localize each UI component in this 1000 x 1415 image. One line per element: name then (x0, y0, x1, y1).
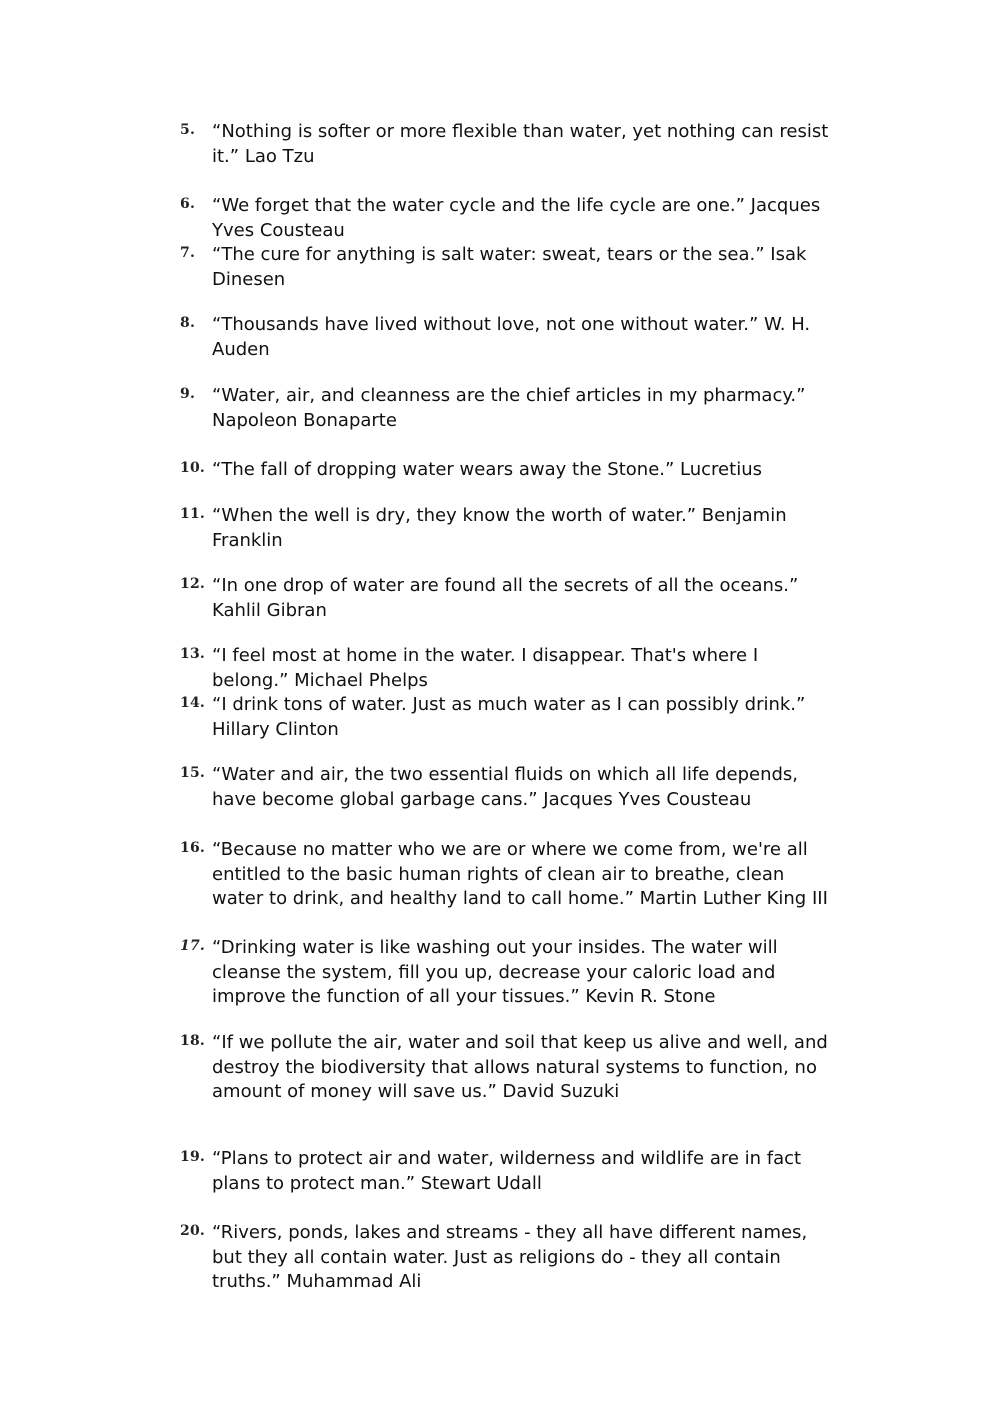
quote-number: 11. (180, 506, 205, 522)
quote-text: “We forget that the water cycle and the life cycle are one.” Jacques Yves Cousteau (212, 195, 821, 241)
quote-text: “Thousands have lived without love, not one without water.” W. H. Auden (212, 314, 811, 360)
quote-text: “When the well is dry, they know the worth of water.” Benjamin Franklin (212, 505, 787, 551)
quote-text: “Plans to protect air and water, wilderness and wildlife are in fact plans to protect man.” Stewart Udall (212, 1148, 802, 1194)
quote-number: 12. (180, 576, 205, 592)
quote-text: “Water and air, the two essential fluids on which all life depends, have become global garbage cans.” Jacques Yves Cousteau (212, 764, 799, 810)
quote-number: 10. (180, 460, 205, 476)
quote-number: 5. (180, 122, 196, 138)
quote-text: “In one drop of water are found all the secrets of all the oceans.” Kahlil Gibran (212, 575, 799, 621)
quote-text: “Nothing is softer or more flexible than water, yet nothing can resist it.” Lao Tzu (212, 121, 829, 167)
quote-number: 6. (180, 196, 196, 212)
quote-number: 19. (180, 1149, 205, 1165)
quote-text: “Rivers, ponds, lakes and streams - they all have different names, but they all contain water. Just as religions do - they all contain truths.” Muhammad Ali (212, 1222, 808, 1293)
quote-number: 14. (180, 695, 205, 711)
quote-text: “If we pollute the air, water and soil that keep us alive and well, and destroy the biodiversity that allows natural systems to function, no amount of money will save us.” David Suzuki (212, 1032, 828, 1103)
quote-number: 7. (180, 245, 196, 261)
quote-text: “I feel most at home in the water. I disappear. That's where I belong.” Michael Phelps (212, 645, 759, 691)
quote-number: 20. (180, 1223, 205, 1239)
quote-number: 8. (180, 315, 196, 331)
quote-number: 15. (180, 765, 205, 781)
quote-text: “The fall of dropping water wears away the Stone.” Lucretius (212, 459, 762, 480)
quote-number: 18. (180, 1033, 205, 1049)
quote-text: “The cure for anything is salt water: sweat, tears or the sea.” Isak Dinesen (212, 244, 807, 290)
quote-text: “I drink tons of water. Just as much water as I can possibly drink.” Hillary Clinton (212, 694, 806, 740)
quote-text: “Because no matter who we are or where we come from, we're all entitled to the basic human rights of clean air to breathe, clean water to drink, and healthy land to call home.” Martin Luther King III (212, 839, 828, 910)
quote-text: “Drinking water is like washing out your insides. The water will cleanse the system, fill you up, decrease your caloric load and improve the function of all your tissues.” Kevin R. Stone (212, 937, 778, 1008)
quote-number: 17. (180, 938, 205, 954)
quote-number: 16. (180, 840, 205, 856)
quote-number: 13. (180, 646, 205, 662)
quote-number: 9. (180, 386, 196, 402)
quote-text: “Water, air, and cleanness are the chief articles in my pharmacy.” Napoleon Bonaparte (212, 385, 806, 431)
